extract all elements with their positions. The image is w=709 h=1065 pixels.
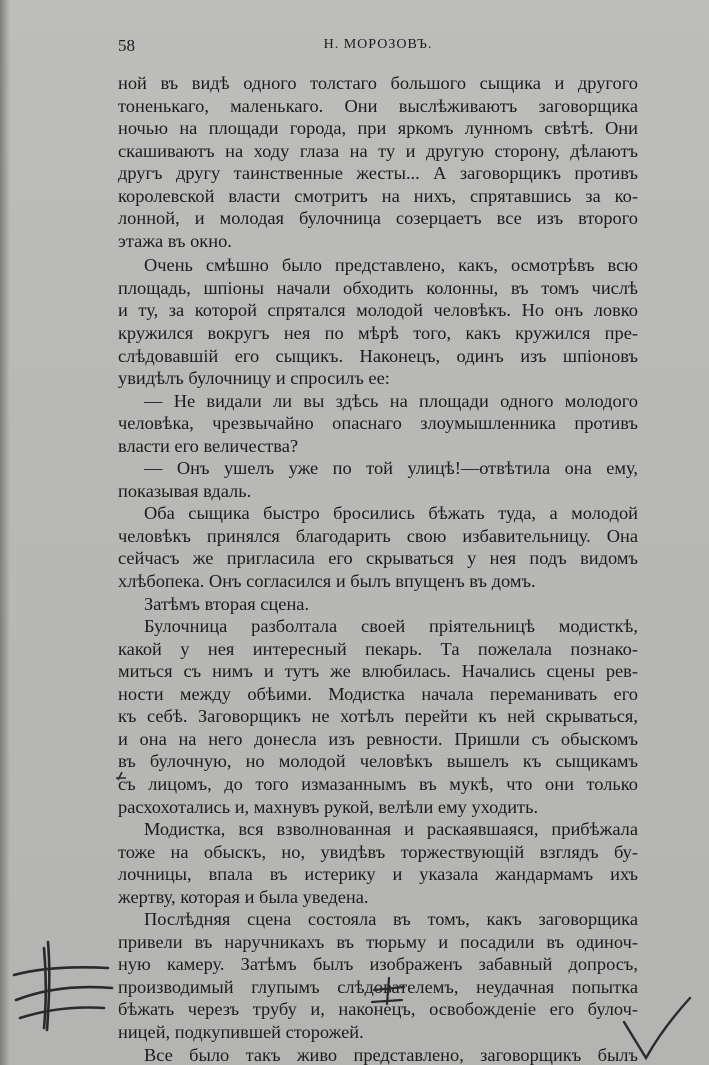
body-text (118, 72, 638, 1065)
page-header (118, 36, 638, 58)
margin-cross-mark-icon (14, 942, 112, 1030)
text-line: Булочница разболтала своей пріятельницѣ модисткѣ, (144, 616, 638, 637)
text-line: площадь, шпіоны начали обходить колонны, въ томъ числѣ (118, 277, 638, 298)
text-line: увидѣлъ булочницу и спросилъ ее: (118, 368, 390, 389)
text-line: скашиваютъ на ходу глаза на ту и другую сторону, дѣлаютъ (118, 140, 638, 161)
text-line: другъ другу таинственные жесты... А заговорщикъ противъ (118, 163, 638, 184)
text-line: и она на него донесла изъ ревности. Пришли съ обыскомъ (118, 728, 638, 749)
text-line: какой у нея интересный пекарь. Та пожелала познако- (118, 638, 638, 659)
text-line: и ту, за которой спрятался молодой человѣкъ. Но онъ ловко (118, 300, 638, 321)
text-line: Послѣдняя сцена состояла въ томъ, какъ заговорщика (144, 909, 638, 930)
text-line: — Онъ ушелъ уже по той улицѣ!—отвѣтила она ему, (144, 458, 638, 479)
text-line: расхохотались и, махнувъ рукой, велѣли ему уходить. (118, 796, 539, 817)
text-line: тоненькаго, маленькаго. Они выслѣживаютъ заговорщика (118, 95, 638, 116)
text-line: бѣжать черезъ трубу и, наконецъ, освобожденіе его булоч- (118, 999, 638, 1020)
text-line: хлѣбопека. Онъ согласился и былъ впущенъ въ домъ. (118, 571, 536, 592)
text-line: Затѣмъ вторая сцена. (144, 593, 310, 614)
text-line: жертву, которая и была уведена. (118, 886, 369, 907)
text-line: сейчасъ же пригласила его скрываться у нея подъ видомъ (118, 548, 638, 569)
text-line: лонной, и молодая булочница созерцаетъ все изъ второго (118, 208, 638, 229)
text-line: къ себѣ. Заговорщикъ не хотѣлъ перейти къ ней скрываться, (118, 706, 638, 727)
text-line: миться съ нимъ и тутъ же влюбилась. Начались сцены рев- (118, 661, 638, 682)
text-line: Все было такъ живо представлено, заговорщикъ былъ (144, 1044, 638, 1065)
page-number: 58 (118, 36, 135, 55)
text-line: власти его величества? (118, 435, 299, 456)
text-line: Очень смѣшно было представлено, какъ, осмотрѣвъ всю (144, 255, 638, 276)
text-line: слѣдовавшій его сыщикъ. Наконецъ, одинъ изъ шпіоновъ (118, 345, 638, 366)
text-line: привели въ наручникахъ въ тюрьму и посадили въ одиноч- (118, 931, 638, 952)
text-line: королевской власти смотритъ на нихъ, спрятавшись за ко- (118, 185, 638, 206)
text-line: въ булочную, но молодой человѣкъ вышелъ къ сыщикамъ (118, 751, 638, 772)
text-line: человѣкъ принялся благодарить свою избавительницу. Она (118, 525, 638, 546)
text-line: лочницы, впала въ истерику и указала жандармамъ ихъ (118, 864, 638, 885)
text-line: этажа въ окно. (118, 230, 232, 251)
running-head: Н. МОРОЗОВЪ. (323, 37, 433, 52)
text-line: Модистка, вся взволнованная и раскаявшаяся, прибѣжала (144, 819, 638, 840)
text-line: ной въ видѣ одного толстаго большого сыщика и другого (118, 73, 638, 93)
text-line: ности между обѣими. Модистка начала переманивать его (118, 683, 638, 704)
text-line: ную камеру. Затѣмъ былъ изображенъ забавный допросъ, (118, 954, 638, 975)
text-line: кружился вокругъ нея по мѣрѣ того, какъ кружился пре- (118, 323, 638, 344)
text-line: тоже на обыскъ, но, увидѣвъ торжествующій взглядъ бу- (118, 841, 638, 862)
text-line: съ лицомъ, до того измазаннымъ въ мукѣ, что они только (118, 773, 638, 794)
text-line: человѣка, чрезвычайно опаснаго злоумышленника противъ (118, 413, 638, 434)
text-line: производимый глупымъ слѣдователемъ, неудачная попытка (118, 976, 638, 997)
text-line: ночью на площади города, при яркомъ лунномъ свѣтѣ. Они (118, 118, 638, 139)
text-line: ницей, подкупившей сторожей. (118, 1021, 364, 1042)
text-line: Оба сыщика быстро бросились бѣжать туда, а молодой (144, 503, 638, 524)
text-line: — Не видали ли вы здѣсь на площади одного молодого (144, 390, 638, 411)
text-line: показывая вдаль. (118, 480, 252, 501)
